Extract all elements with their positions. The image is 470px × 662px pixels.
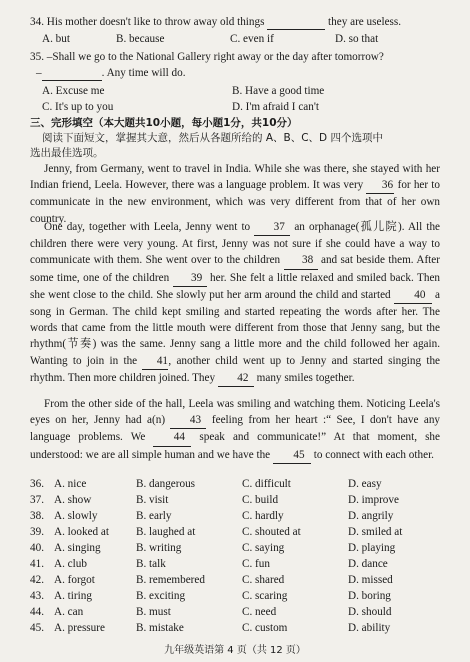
passage-text: for her to communicate in the new environment, which was very different from that of her own country.	[30, 179, 440, 225]
section-instruction-cont: 选出最佳选项。	[30, 147, 104, 159]
option-34-a: A. but	[42, 33, 70, 45]
option-35-a: A. Excuse me	[42, 85, 105, 97]
question-35-tail: . Any time will do.	[101, 67, 186, 79]
option-a: A. tiring	[54, 590, 92, 602]
passage-text: many smiles together.	[256, 371, 355, 384]
option-c: C. shouted at	[242, 526, 301, 538]
option-35-b: B. Have a good time	[232, 85, 325, 97]
blank-42: 42	[218, 370, 254, 387]
option-a: A. forgot	[54, 574, 95, 586]
option-d: D. improve	[348, 494, 399, 506]
passage-text: , another child went up to Jenny and started singing the rhythm. Then more children joined. They	[30, 354, 441, 384]
question-number: 42.	[30, 574, 44, 586]
question-34	[30, 16, 401, 30]
question-34-tail: they are useless.	[328, 16, 402, 28]
option-d: D. boring	[348, 590, 391, 602]
option-a: A. show	[54, 494, 92, 506]
option-b: B. early	[136, 510, 172, 522]
option-c: C. scaring	[242, 590, 288, 602]
passage-text: speak and communicate!” At that moment, she understood: we are all simple human and we have the	[30, 431, 440, 461]
page-footer: 九年级英语第 4 页（共 12 页）	[164, 645, 306, 656]
blank-44: 44	[153, 429, 191, 446]
option-d: D. should	[348, 606, 392, 618]
passage-text: a song in German. The child kept smiling and started repeating the words after her. The words that came from the little mouth were different from those that Jenny sang, but the rhythm(节奏) was the same. Jenny sang a little more and the child followed her again. Wanting to join in the	[30, 288, 440, 367]
option-a: A. club	[54, 558, 87, 570]
blank-40: 40	[394, 287, 432, 304]
option-d: D. ability	[348, 622, 391, 634]
question-number: 45.	[30, 622, 44, 634]
option-34-c: C. even if	[230, 33, 274, 45]
option-a: A. slowly	[54, 510, 98, 522]
question-35-stem: 35. –Shall we go to the National Gallery right away or the day after tomorrow?	[30, 51, 384, 63]
option-b: B. mistake	[136, 622, 184, 634]
passage-paragraph-2	[30, 219, 440, 387]
option-b: B. talk	[136, 558, 166, 570]
option-c: C. saying	[242, 542, 285, 554]
option-d: D. angrily	[348, 510, 394, 522]
question-34-stem: 34. His mother doesn't like to throw away old things	[30, 16, 265, 28]
option-c: C. need	[242, 606, 277, 618]
option-c: C. hardly	[242, 510, 284, 522]
blank-38: 38	[284, 252, 318, 269]
option-b: B. must	[136, 606, 171, 618]
option-a: A. singing	[54, 542, 101, 554]
passage-text: From the other side of the hall, Leela was smiling and watching them. Noticing Leela's eyes on her, Jenny had a(n)	[30, 398, 440, 427]
option-34-b: B. because	[116, 33, 165, 45]
dash-mark: –	[36, 67, 42, 79]
option-35-c: C. It's up to you	[42, 101, 114, 113]
option-b: B. writing	[136, 542, 182, 554]
passage-text: her. She felt a little relaxed and smiled back. Then she went close to the child. She slowly put her arm around the child and started	[30, 271, 441, 301]
blank-45: 45	[273, 447, 311, 464]
option-d: D. easy	[348, 478, 382, 490]
option-c: C. shared	[242, 574, 285, 586]
passage-text: and sat beside them. After some time, one of the children	[30, 254, 440, 284]
question-number: 38.	[30, 510, 44, 522]
option-d: D. dance	[348, 558, 388, 570]
option-b: B. visit	[136, 494, 169, 506]
section-instruction: 阅读下面短文，掌握其大意，然后从各题所给的 A、B、C、D 四个选项中	[42, 132, 383, 144]
option-a: A. looked at	[54, 526, 109, 538]
option-c: C. build	[242, 494, 279, 506]
blank-36: 36	[366, 177, 394, 194]
option-a: A. can	[54, 606, 84, 618]
question-number: 43.	[30, 590, 44, 602]
option-a: A. nice	[54, 478, 87, 490]
question-number: 44.	[30, 606, 44, 618]
option-a: A. pressure	[54, 622, 105, 634]
option-c: C. custom	[242, 622, 288, 634]
passage-paragraph-3	[30, 396, 440, 464]
question-number: 41.	[30, 558, 44, 570]
passage-text: Jenny, from Germany, went to travel in India. While she was there, she stayed with her Indian friend, Leela. However, there was a language problem. It was very	[30, 163, 440, 192]
question-number: 40.	[30, 542, 44, 554]
option-b: B. dangerous	[136, 478, 196, 490]
question-number: 37.	[30, 494, 44, 506]
blank-39: 39	[173, 270, 207, 287]
passage-text: to connect with each other.	[313, 448, 434, 461]
option-b: B. laughed at	[136, 526, 196, 538]
question-number: 36.	[30, 478, 44, 490]
option-c: C. difficult	[242, 478, 291, 490]
question-number: 39.	[30, 526, 44, 538]
option-35-d: D. I'm afraid I can't	[232, 101, 319, 113]
passage-paragraph-1	[30, 161, 440, 227]
question-35-response	[36, 67, 186, 81]
passage-text: feeling from her heart :“ See, I don't have any language problems. We	[30, 414, 441, 444]
blank-37: 37	[254, 219, 290, 236]
option-34-d: D. so that	[335, 33, 379, 45]
passage-text: One day, together with Leela, Jenny went to	[44, 221, 251, 233]
option-b: B. remembered	[136, 574, 205, 586]
option-d: D. playing	[348, 542, 396, 554]
answer-blank	[267, 16, 325, 30]
option-d: D. smiled at	[348, 526, 403, 538]
option-b: B. exciting	[136, 590, 186, 602]
answer-blank	[42, 67, 102, 81]
passage-text: an orphanage(孤儿院). All the children there were very young. At first, Jenny was not sure if she could have a way to communicate with them. She went over to the children	[30, 221, 441, 267]
option-c: C. fun	[242, 558, 270, 570]
section-heading: 三、完形填空（本大题共10小题，每小题1分，共10分）	[30, 117, 298, 129]
blank-41: 41	[142, 353, 168, 370]
option-d: D. missed	[348, 574, 393, 586]
blank-43: 43	[170, 412, 206, 429]
